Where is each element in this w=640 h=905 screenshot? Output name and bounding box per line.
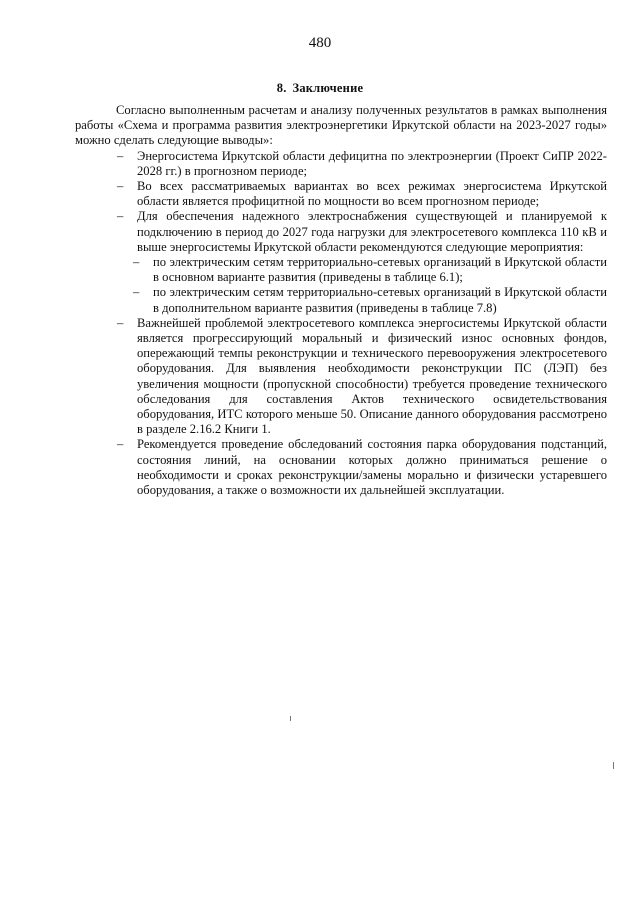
sub-list-bullet: – — [133, 255, 140, 270]
list-item-text: Во всех рассматриваемых вариантах во всех режимах энергосистема Иркутской области является профицитной по мощности во всем прогнозном периоде; — [137, 179, 607, 209]
sub-list-bullet: – — [133, 285, 140, 300]
list-bullet: – — [117, 148, 124, 163]
list-item-text: Рекомендуется проведение обследований состояния парка оборудования подстанций, состояния линий, на основании которых должно приниматься решение о необходимости и сроках реконструкции/замены морально и физически устаревшего оборудования, а также о возможности их дальнейшей эксплуатации. — [137, 437, 607, 498]
list-bullet: – — [117, 437, 124, 452]
list-bullet: – — [117, 209, 124, 224]
sub-list-item — [133, 255, 607, 285]
scan-speck — [290, 716, 291, 721]
sub-list-item-text: по электрическим сетям территориально-сетевых организаций в Иркутской области в дополнительном варианте развития (приведены в таблице 7.8) — [153, 285, 607, 315]
intro-paragraph: Согласно выполненным расчетам и анализу полученных результатов в рамках выполнения работы «Схема и программа развития электроэнергетики Иркутской области на 2023-2027 годы» можно сделать следующие выводы»: — [75, 103, 607, 148]
scan-speck — [613, 762, 614, 769]
section-title: Заключение — [292, 81, 364, 95]
list-item — [75, 149, 607, 179]
list-item — [75, 209, 607, 315]
list-item — [75, 437, 607, 498]
list-item — [75, 316, 607, 438]
section-heading — [0, 81, 640, 96]
list-bullet: – — [117, 179, 124, 194]
sub-list-item — [133, 285, 607, 315]
list-item-text: Энергосистема Иркутской области дефицитна по электроэнергии (Проект СиПР 2022-2028 гг.) в прогнозном периоде; — [137, 148, 607, 178]
page-number: 480 — [308, 35, 332, 51]
list-item — [75, 179, 607, 209]
list-item-text: Для обеспечения надежного электроснабжения существующей и планируемой к подключению в период до 2027 года нагрузки для электросетевого комплекса 110 кВ и выше энергосистемы Иркутской области рекомендуются следующие мероприятия: — [137, 209, 607, 254]
sub-list-item-text: по электрическим сетям территориально-сетевых организаций в Иркутской области в основном варианте развития (приведены в таблице 6.1); — [153, 255, 607, 285]
section-number: 8. — [276, 81, 287, 95]
list-bullet: – — [117, 315, 124, 330]
list-item-text: Важнейшей проблемой электросетевого комплекса энергосистемы Иркутской области является прогрессирующий моральный и физический износ основных фондов, опережающий темпы реконструкции и технического перевооружения электросетевого оборудования. Для выявления необходимости реконструкции ПС (ЛЭП) без увеличения мощности (пропускной способности) требуется проведение технического обследования для составления Актов технического освидетельствования оборудования, ИТС которого меньше 50. Описание данного оборудования рассмотрено в разделе 2.16.2 Книги 1. — [137, 315, 607, 437]
sub-list — [133, 255, 607, 316]
conclusions-list — [75, 149, 607, 499]
document-body — [75, 103, 607, 498]
